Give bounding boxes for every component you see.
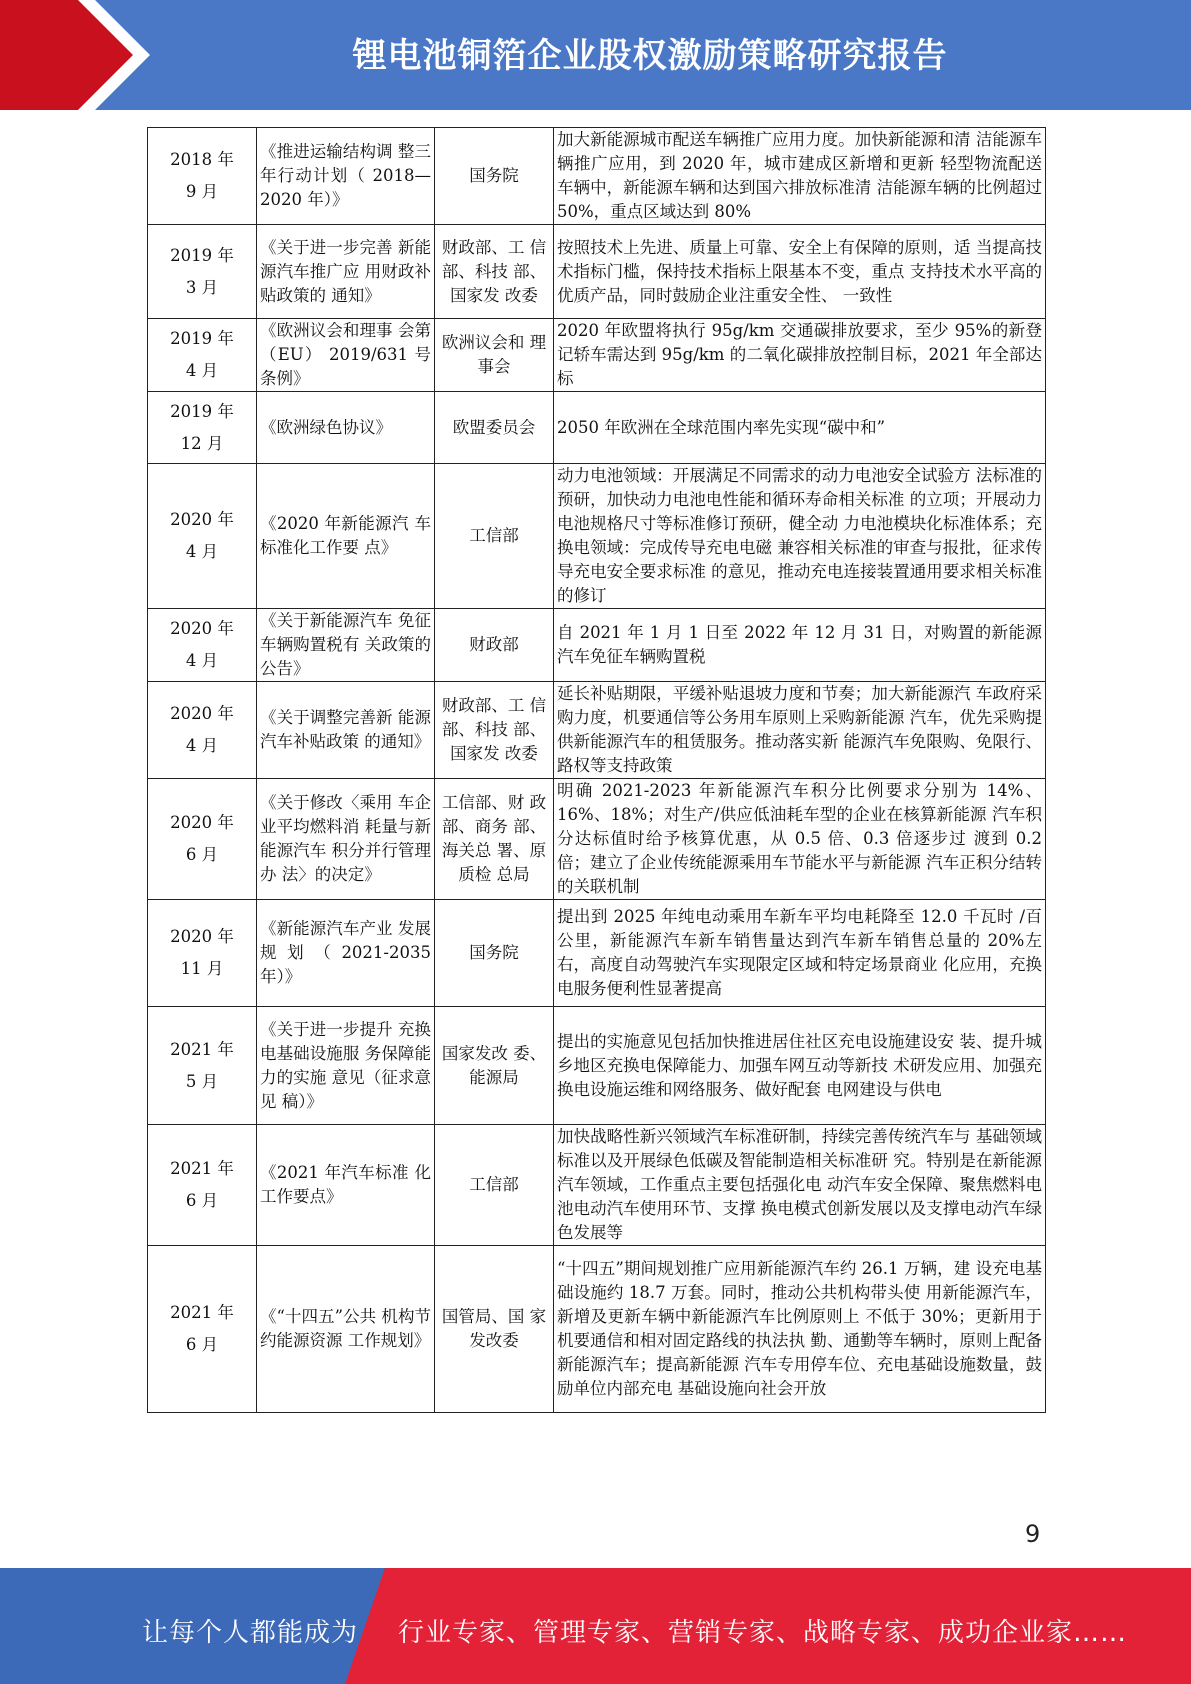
table-row bbox=[148, 609, 1046, 682]
policy-description-text: 提出到 2025 年纯电动乘用车新车平均电耗降至 12.0 千瓦时 /百公里，新能源汽车新车销售量达到汽车新车销售总量的 20%左右，高度自动驾驶汽车实现限定区域和特定场景商业 化应用，充换电服务便利性显著提高 bbox=[557, 907, 1042, 998]
policy-description-text: 2020 年欧盟将执行 95g/km 交通碳排放要求，至少 95%的新登记轿车需达到 95g/km 的二氧化碳排放控制目标，2021 年全部达标 bbox=[557, 321, 1042, 388]
issuing-department-text: 工信部 bbox=[469, 1175, 519, 1194]
policy-date bbox=[148, 682, 257, 779]
policy-date bbox=[148, 128, 257, 225]
policy-date bbox=[148, 900, 257, 1007]
policy-date-text: 2020 年 4 月 bbox=[170, 704, 234, 755]
policy-name bbox=[257, 779, 435, 900]
policy-name-text: 《关于修改〈乘用 车企业平均燃料消 耗量与新能源汽车 积分并行管理办 法〉的决定》 bbox=[260, 793, 431, 884]
issuing-department-text: 财政部、工 信部、科技 部、国家发 改委 bbox=[441, 696, 547, 763]
footer-slogan-right: 行业专家、管理专家、营销专家、战略专家、成功企业家…… bbox=[398, 1618, 1128, 1648]
issuing-department-text: 欧盟委员会 bbox=[452, 417, 536, 437]
policy-date bbox=[148, 1125, 257, 1246]
policy-date-text: 2020 年 6 月 bbox=[170, 813, 234, 864]
policy-date bbox=[148, 464, 257, 609]
policy-description bbox=[554, 1246, 1046, 1413]
policy-date-text: 2019 年 4 月 bbox=[170, 329, 234, 380]
policy-name bbox=[257, 1125, 435, 1246]
issuing-department bbox=[435, 1007, 554, 1125]
issuing-department bbox=[435, 779, 554, 900]
issuing-department-text: 工信部、财 政部、商务 部、海关总 署、原质检 总局 bbox=[441, 793, 547, 884]
policy-description-text: 延长补贴期限，平缓补贴退坡力度和节奏；加大新能源汽 车政府采购力度，机要通信等公务用车原则上采购新能源 汽车，优先采购提供新能源汽车的租赁服务。推动落实新 能源汽车免限购、免限行、路权等支持政策 bbox=[557, 684, 1042, 775]
policy-name bbox=[257, 392, 435, 464]
page-header bbox=[0, 0, 1191, 110]
table-row bbox=[148, 319, 1046, 392]
table-row bbox=[148, 128, 1046, 225]
policy-name bbox=[257, 464, 435, 609]
policy-date-text: 2020 年 4 月 bbox=[170, 510, 234, 561]
policy-date-text: 2020 年 4 月 bbox=[170, 619, 234, 670]
policy-description bbox=[554, 682, 1046, 779]
page-number: 9 bbox=[1025, 1520, 1041, 1548]
issuing-department-text: 财政部 bbox=[469, 635, 519, 654]
policy-date bbox=[148, 1007, 257, 1125]
policy-date-text: 2021 年 5 月 bbox=[170, 1039, 234, 1091]
policy-description-text: “十四五”期间规划推广应用新能源汽车约 26.1 万辆，建 设充电基础设施约 18.7 万套。同时，推动公共机构带头使 用新能源汽车，新增及更新车辆中新能源汽车比例原则上 不低于 30%；更新用于机要通信和相对固定路线的执法执 勤、通勤等车辆时，原则上配备新能源汽车；提高新能源 汽车专用停车位、充电基础设施数量，鼓励单位内部充电 基础设施向社会开放 bbox=[557, 1259, 1042, 1398]
page-footer bbox=[0, 1568, 1191, 1684]
issuing-department-text: 国家发改 委、能源局 bbox=[441, 1043, 547, 1087]
policy-description-text: 明确 2021-2023 年新能源汽车积分比例要求分别为 14%、16%、18%；对生产/供应低油耗车型的企业在核算新能源 汽车积分达标值时给予核算优惠，从 0.5 倍、0.3 倍逐步过 渡到 0.2 倍；建立了企业传统能源乘用车节能水平与新能源 汽车正积分结转的关联机制 bbox=[557, 781, 1042, 896]
table-row bbox=[148, 682, 1046, 779]
policy-date bbox=[148, 319, 257, 392]
policy-name bbox=[257, 682, 435, 779]
table-row bbox=[148, 225, 1046, 319]
policy-name bbox=[257, 128, 435, 225]
policy-name bbox=[257, 319, 435, 392]
table-row bbox=[148, 1246, 1046, 1413]
policy-description bbox=[554, 1125, 1046, 1246]
policy-description bbox=[554, 464, 1046, 609]
issuing-department-text: 财政部、工 信部、科技 部、国家发 改委 bbox=[441, 237, 547, 305]
policy-description bbox=[554, 779, 1046, 900]
policy-name bbox=[257, 225, 435, 319]
policy-date-text: 2020 年 11 月 bbox=[170, 927, 234, 978]
issuing-department bbox=[435, 464, 554, 609]
policy-description-text: 动力电池领域：开展满足不同需求的动力电池安全试验方 法标准的预研，加快动力电池电性能和循环寿命相关标准 的立项；开展动力电池规格尺寸等标准修订预研，健全动 力电池模块化标准体系；充换电领域：完成传导充电电磁 兼容相关标准的审查与报批，征求传导充电安全要求标准 的意见，推动充电连接装置通用要求相关标准的修订 bbox=[557, 466, 1042, 605]
policy-name bbox=[257, 1246, 435, 1413]
table-row bbox=[148, 464, 1046, 609]
policy-name-text: 《关于调整完善新 能源汽车补贴政策 的通知》 bbox=[260, 708, 431, 751]
policy-description bbox=[554, 319, 1046, 392]
issuing-department bbox=[435, 609, 554, 682]
policy-name-text: 《“十四五”公共 机构节约能源资源 工作规划》 bbox=[260, 1307, 431, 1350]
policy-date-text: 2019 年 12 月 bbox=[170, 401, 234, 453]
policy-description bbox=[554, 128, 1046, 225]
policy-description-text: 2050 年欧洲在全球范围内率先实现“碳中和” bbox=[557, 417, 886, 437]
policy-date-text: 2018 年 9 月 bbox=[170, 150, 234, 201]
issuing-department-text: 国管局、国 家发改委 bbox=[441, 1307, 547, 1350]
issuing-department bbox=[435, 225, 554, 319]
issuing-department-text: 国务院 bbox=[469, 943, 519, 962]
policy-name bbox=[257, 1007, 435, 1125]
policy-description bbox=[554, 392, 1046, 464]
policy-name-text: 《新能源汽车产业 发展规划（2021-2035 年）》 bbox=[260, 919, 431, 986]
issuing-department bbox=[435, 392, 554, 464]
table-row bbox=[148, 1007, 1046, 1125]
policy-description bbox=[554, 900, 1046, 1007]
policy-name-text: 《2020 年新能源汽 车标准化工作要 点》 bbox=[260, 514, 431, 557]
issuing-department bbox=[435, 319, 554, 392]
policy-table bbox=[147, 127, 1046, 1413]
policy-date bbox=[148, 1246, 257, 1413]
policy-description bbox=[554, 1007, 1046, 1125]
issuing-department-text: 欧洲议会和 理事会 bbox=[441, 333, 547, 376]
policy-date bbox=[148, 225, 257, 319]
table-row bbox=[148, 392, 1046, 464]
issuing-department bbox=[435, 1125, 554, 1246]
policy-description bbox=[554, 609, 1046, 682]
policy-date-text: 2019 年 3 月 bbox=[170, 245, 234, 297]
policy-date-text: 2021 年 6 月 bbox=[170, 1303, 234, 1354]
policy-description bbox=[554, 225, 1046, 319]
policy-date-text: 2021 年 6 月 bbox=[170, 1159, 234, 1210]
policy-description-text: 提出的实施意见包括加快推进居住社区充电设施建设安 装、提升城乡地区充换电保障能力、加强车网互动等新技 术研发应用、加强充换电设施运维和网络服务、做好配套 电网建设与供电 bbox=[557, 1031, 1042, 1099]
table-row bbox=[148, 779, 1046, 900]
issuing-department-text: 工信部 bbox=[469, 526, 519, 545]
policy-name-text: 《2021 年汽车标准 化工作要点》 bbox=[260, 1163, 431, 1206]
policy-name-text: 《欧洲议会和理事 会第（EU） 2019/631 号条例》 bbox=[260, 321, 431, 388]
issuing-department bbox=[435, 682, 554, 779]
issuing-department bbox=[435, 1246, 554, 1413]
policy-date bbox=[148, 609, 257, 682]
policy-date bbox=[148, 779, 257, 900]
policy-name-text: 《欧洲绿色协议》 bbox=[260, 417, 392, 437]
policy-name-text: 《关于进一步提升 充换电基础设施服 务保障能力的实施 意见（征求意见 稿）》 bbox=[260, 1019, 431, 1111]
table-row bbox=[148, 1125, 1046, 1246]
policy-description-text: 按照技术上先进、质量上可靠、安全上有保障的原则，适 当提高技术指标门槛，保持技术指标上限基本不变，重点 支持技术水平高的优质产品，同时鼓励企业注重安全性、 一致性 bbox=[557, 237, 1042, 305]
issuing-department bbox=[435, 128, 554, 225]
policy-description-text: 加快战略性新兴领域汽车标准研制，持续完善传统汽车与 基础领域标准以及开展绿色低碳及智能制造相关标准研 究。特别是在新能源汽车领域，工作重点主要包括强化电 动汽车安全保障、聚焦燃料电池电动汽车使用环节、支撑 换电模式创新发展以及支撑电动汽车绿色发展等 bbox=[557, 1127, 1042, 1242]
policy-description-text: 加大新能源城市配送车辆推广应用力度。加快新能源和清 洁能源车辆推广应用，到 2020 年，城市建成区新增和更新 轻型物流配送车辆中，新能源车辆和达到国六排放标准清 洁能源车辆的比例超过 50%，重点区域达到 80% bbox=[557, 130, 1042, 221]
footer-slogan-left: 让每个人都能成为 bbox=[142, 1618, 359, 1648]
policy-name bbox=[257, 609, 435, 682]
policy-description-text: 自 2021 年 1 月 1 日至 2022 年 12 月 31 日，对购置的新能源汽车免征车辆购置税 bbox=[557, 623, 1042, 666]
issuing-department-text: 国务院 bbox=[469, 166, 519, 185]
policy-name-text: 《推进运输结构调 整三年行动计划（ 2018—2020 年）》 bbox=[260, 142, 431, 209]
issuing-department bbox=[435, 900, 554, 1007]
policy-name bbox=[257, 900, 435, 1007]
policy-date bbox=[148, 392, 257, 464]
policy-name-text: 《关于新能源汽车 免征车辆购置税有 关政策的公告》 bbox=[260, 611, 431, 678]
report-title: 锂电池铜箔企业股权激励策略研究报告 bbox=[352, 36, 948, 76]
table-row bbox=[148, 900, 1046, 1007]
policy-name-text: 《关于进一步完善 新能源汽车推广应 用财政补贴政策的 通知》 bbox=[260, 237, 431, 305]
